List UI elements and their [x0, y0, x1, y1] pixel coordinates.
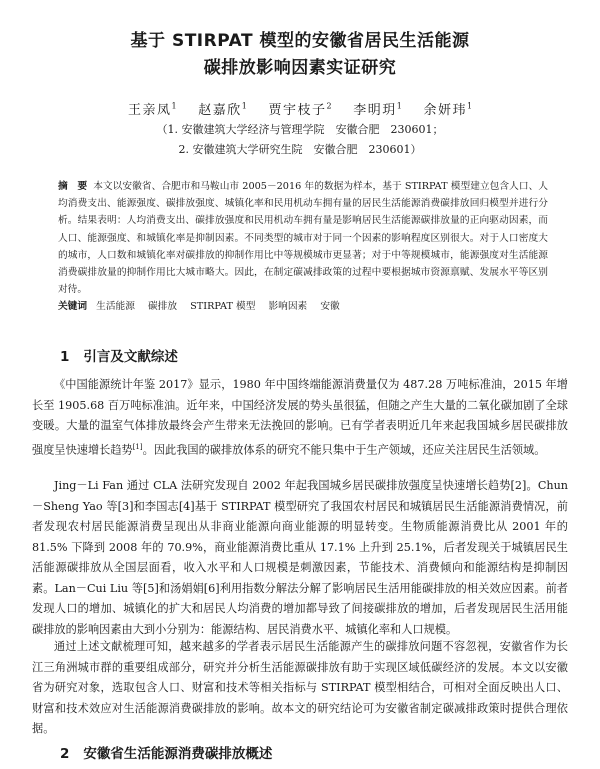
- affiliation-2: 2. 安徽建筑大学研究生院 安徽合肥 230601）: [178, 143, 422, 156]
- abstract-label: 摘 要: [58, 181, 88, 192]
- keywords: [58, 298, 548, 315]
- abstract-text: 本文以安徽省、合肥市和马鞍山市 2005－2016 年的数据为样本，基于 STIRPAT 模型建立包含人口、人均消费支出、能源强度、碳排放强度、城镇化率和民用机动车拥有量的居民生活能源消费碳排放回归模型并进行分析。结果表明：人均消费支出、碳排放强度和民用机动车拥有量是影响居民生活能源碳排放量的正向驱动因素，而人口、能源强度、和城镇化率是抑制因素。不同类型的城市对于同一个因素的影响程度区别很大。对于人口密度大的城市，人口数和城镇化率对碳排放的抑制作用比中等规模城市更显著；对于中等规模城市，能源强度对生活能源消费碳排放量的抑制作用比大城市略大。因此，在制定碳减排政策的过程中要根据城市资源禀赋、发展水平等区别对待。: [58, 181, 549, 296]
- author-list: [0, 98, 600, 120]
- keyword: 生活能源: [96, 301, 135, 312]
- keywords-label: 关键词: [58, 301, 88, 312]
- author: 贾宇枝子$^2$: [268, 102, 332, 119]
- author: 余妍玮$^1$: [423, 102, 473, 119]
- section-number: 2: [60, 746, 70, 762]
- affiliation-1: （1. 安徽建筑大学经济与管理学院 安徽合肥 230601；: [156, 123, 444, 136]
- body-paragraph-2: Jing－Li Fan 通过 CLA 法研究发现自 2002 年起我国城乡居民碳排放强度呈快速增长趋势[2]。Chun－Sheng Yao 等[3]和李国志[4]基于 STIRPAT 模型研究了我国农村居民和城镇居民生活能源消费情况，前者发现农村居民能源消费呈现出从非商业能源向商业能源的明显转变。生物质能源消费比从 2001 年的 81.5% 下降到 2008 年的 70.9%，商业能源消费比重从 17.1% 上升到 25.1%，后者发现关于城镇居民生活能源碳排放从全国层面看，收入水平和人口规模是刺激因素，节能技术、消费倾向和能源结构是抑制因素。Lan－Cui Liu 等[5]和汤娟娟[6]利用指数分解法分解了影响居民生活用能碳排放的相关效应因素。前者发现人口的增加、城镇化的扩大和居民人均消费的增加都导致了间接碳排放的增加，后者发现居民生活用能碳排放的影响因素由大到小分别为：能源结构、居民消费水平、城镇化率和人口规模。: [32, 479, 568, 636]
- section-number: 1: [60, 349, 70, 365]
- section-title: 安徽省生活能源消费碳排放概述: [83, 746, 273, 762]
- citation: [1]: [132, 442, 143, 451]
- author: 李明玥$^1$: [353, 102, 402, 119]
- section-heading-1: [60, 347, 178, 367]
- keyword: 安徽: [320, 301, 340, 312]
- section-title: 引言及文献综述: [83, 349, 178, 365]
- paper-title-line-1: 基于 STIRPAT 模型的安徽省居民生活能源: [130, 31, 470, 51]
- paper-title-line-2: 碳排放影响因素实证研究: [203, 58, 397, 78]
- body-paragraph-1: 《中国能源统计年鉴 2017》显示，1980 年中国终端能源消费量仅为 487.28 万吨标准油，2015 年增长至 1905.68 百万吨标准油。近年来，中国经济发展的势头虽很猛，但随之产生大量的二氧化碳加剧了全球变暖。大量的温室气体排放最终会产生带来无法挽回的影响。已有学者表明近几年来起我国城乡居民碳排放强度呈快速增长趋势[1]。因此我国的碳排放体系的研究不能只集中于生产领域，还应关注居民生活领域。: [32, 378, 568, 457]
- author: 赵嘉欣$^1$: [198, 102, 247, 119]
- section-heading-2: [60, 744, 272, 764]
- body-paragraph-3: 通过上述文献梳理可知，越来越多的学者表示居民生活能源产生的碳排放问题不容忽视，安徽省作为长江三角洲城市群的重要组成部分，研究并分析生活能源碳排放有助于实现区域低碳经济的发展。本文以安徽省为研究对象，选取包含人口、财富和技术等相关指标与 STIRPAT 模型相结合，可相对全面反映出人口、财富和技术效应对生活能源消费碳排放的影响。故本文的研究结论可为安徽省制定碳减排政策时提供合理依据。: [32, 640, 568, 735]
- keyword: 影响因素: [268, 301, 308, 312]
- abstract: [58, 178, 548, 298]
- author: 王亲凤$^1$: [127, 102, 177, 119]
- keyword: STIRPAT 模型: [190, 301, 256, 312]
- keyword: 碳排放: [148, 301, 178, 312]
